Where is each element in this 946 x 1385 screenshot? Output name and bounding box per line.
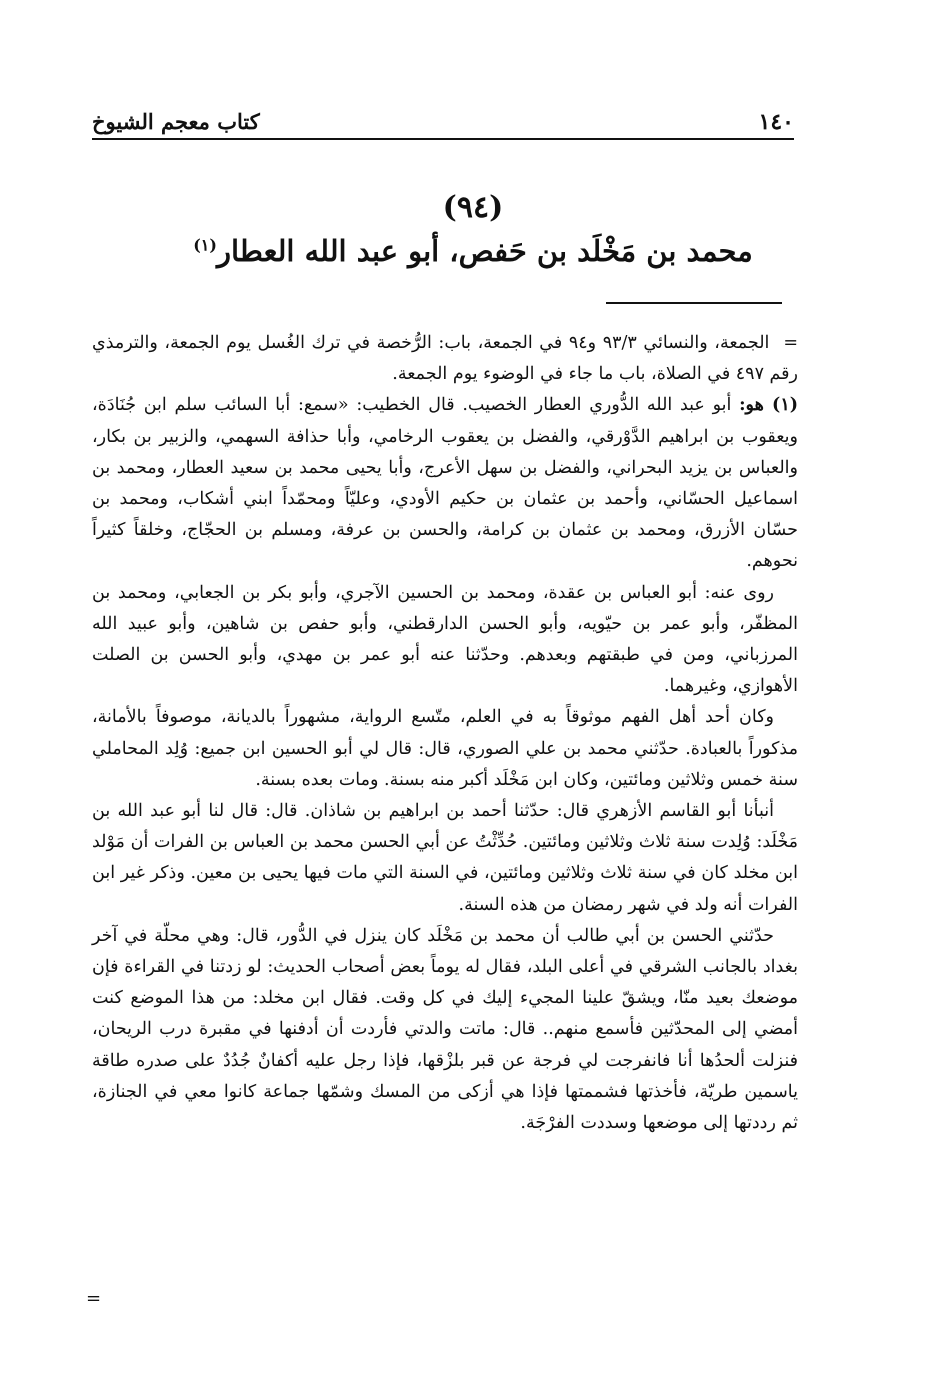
book-title: كتاب معجم الشيوخ: [92, 109, 260, 134]
footnote-1-paragraph-4: أنبأنا أبو القاسم الأزهري قال: حدّثنا أحمد بن ابراهيم بن شاذان. قال: قال لنا أبو عبد الله بن مَخْلَد: وُلِدت سنة ثلاث وثلاثين ومائتين. حُدِّثْتُ عن أبي الحسن محمد بن العباس بن الفرات أن مَوْلد ابن مخلد كان في سنة ثلاث وثلاثين ومائتين، في السنة التي مات فيها يحيى بن معين. وذكر غير ابن الفرات أنه ولد في شهر رمضان من هذه السنة.: [92, 801, 798, 915]
footnote-1-text-1: أبو عبد الله الدُّوري العطار الخصيب. قال الخطيب: «سمع: أبا السائب سلم ابن جُنَادَة، ويعقوب بن ابراهيم الدَّوْرقي، والفضل بن يعقوب الرخامي، وأبا حذافة السهمي، والزبير بن بكار، والعباس بن يزيد البحراني، والفضل بن سهل الأعرج، وأبا يحيى محمد بن سعيد العطار، ومحمد بن اسماعيل الحسّاني، وأحمد بن عثمان بن حكيم الأودي، وعليّاً ومحمّداً ابني أشكاب، ومحمد بن حسّان الأزرق، ومحمد بن عثمان بن كرامة، والحسن بن عرفة، ومسلم بن الحجّاج، وخلقاً كثيراً نحوهم.: [92, 395, 798, 572]
continuation-text: الجمعة، والنسائي ٩٣/٣ و٩٤ في الجمعة، باب: الرُّخصة في ترك الغُسل يوم الجمعة، والترمذي رقم ٤٩٧ في الصلاة، باب ما جاء في الوضوء يوم الجمعة.: [92, 333, 798, 385]
footnote-1-paragraph-3: وكان أحد أهل الفهم موثوقاً به في العلم، متّسع الرواية، مشهوراً بالديانة، موصوفاً بالأمانة، مذكوراً بالعبادة. حدّثني محمد بن علي الصوري، قال: قال لي أبو الحسين ابن جميع: وُلِد المحاملي سنة خمس وثلاثين ومائتين، وكان ابن مَخْلَد أكبر منه بسنة. ومات بعده بسنة.: [92, 707, 798, 790]
footnote-reference: (١): [193, 235, 217, 255]
footnote-1-paragraph-2: روى عنه: أبو العباس بن عقدة، ومحمد بن الحسين الآجري، وأبو بكر بن الجعابي، ومحمد بن المظفّر، وأبو عمر بن حيّويه، وأبو الحسن الدارقطني، وأبو حفص بن شاهين، وأبو عبيد الله المرزباني، ومن في طبقتهم وبعدهم. وحدّثنا عنه أبو عمر بن مهدي، وأبو الحسن بن الصلت الأهوازي، وغيرهما.: [92, 582, 798, 697]
continuation-end-marker: =: [86, 1288, 102, 1309]
entry-number: (٩٤): [442, 190, 504, 225]
footnote-1-paragraph-5: حدّثني الحسن بن أبي طالب أن محمد بن مَخْلَد كان ينزل في الدُّور، قال: وهي محلّة في آخر بغداد بالجانب الشرقي في أعلى البلد، فقال له يوماً بعض أصحاب الحديث: لو زدتنا في القراءة فإن موضعك بعيد منّا، ويشقّ علينا المجيء إليك في كل وقت. فقال ابن مخلد: من هذا الموضع كنت أمضي إلى المحدّثين فأسمع منهم.. قال: ماتت والدتي فأردت أن أدفنها في مقبرة درب الريحان، فنزلت ألحدُها أنا فانفرجت لي فرجة عن قبر بلزْقها، فإذا رجل عليه أكفانٌ جُدُدٌ على صدره طاقة ياسمين طريّة، فأخذتها فشممتها فإذا هي أزكى من المسك وشمّها جماعة كانوا معي في الجنازة، ثم رددتها إلى موضعها وسددت الفرْجَة.: [92, 925, 798, 1134]
footnote-1-label: (١) هو:: [739, 395, 798, 416]
continuation-marker: =: [783, 333, 798, 353]
entry-title: [0, 234, 946, 268]
footnotes-section: [92, 328, 798, 1139]
running-header: [92, 102, 794, 140]
footnote-1-paragraph-1: [92, 390, 798, 577]
entry-title-text: محمد بن مَخْلَد بن حَفص، أبو عبد الله العطار: [216, 234, 753, 268]
footnote-continuation: [92, 328, 798, 390]
page-number: ١٤٠: [758, 109, 794, 135]
footnote-separator: [606, 302, 782, 304]
